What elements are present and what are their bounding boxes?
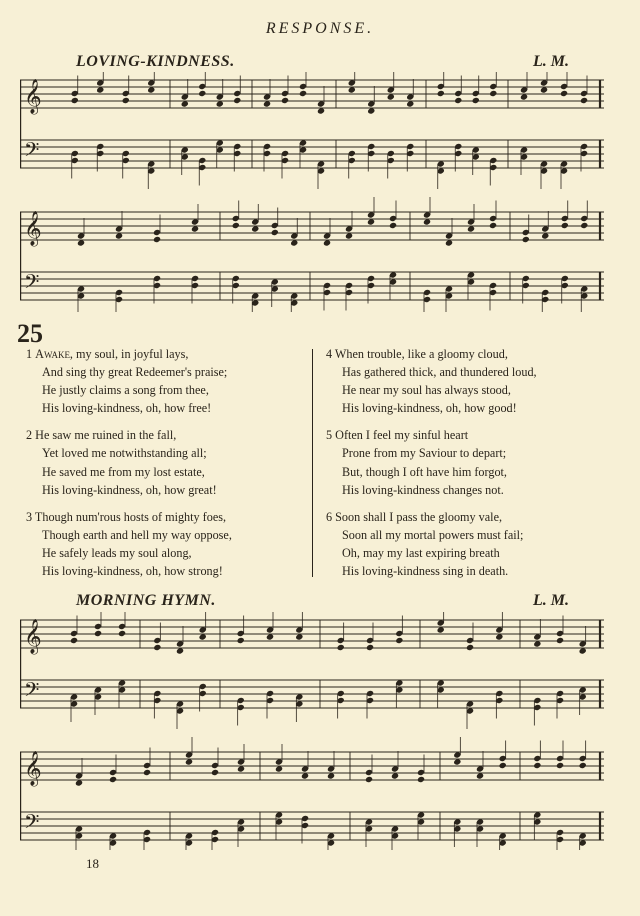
treble-staff: [20, 620, 604, 648]
music-morning-hymn: [20, 612, 604, 850]
verse-6: [326, 508, 612, 580]
verse-4: [326, 345, 612, 417]
bass-clef-icon: 𝄢: [24, 138, 40, 166]
note-head: [122, 97, 130, 104]
note-head: [299, 90, 307, 97]
verse-line: His loving-kindness, oh, how good!: [342, 401, 517, 416]
bass-staff: [20, 140, 604, 168]
treble-clef-icon: 𝄞: [24, 619, 42, 654]
note-head: [115, 232, 123, 239]
verse-2: [26, 426, 312, 498]
treble-staff: [20, 212, 604, 240]
verse-line: 1 Awake, my soul, in joyful lays,: [26, 347, 189, 361]
note-head: [345, 232, 353, 239]
note-head: [199, 633, 207, 640]
note-head: [454, 97, 462, 104]
treble-staff: [20, 80, 604, 108]
note-head: [337, 644, 345, 651]
note-head: [327, 772, 335, 779]
verse-line: He justly claims a song from thee,: [42, 383, 209, 398]
note-head: [417, 776, 425, 783]
note-head: [96, 86, 104, 93]
note-head: [176, 647, 184, 654]
verse-line: His loving-kindness, oh, how strong!: [42, 564, 223, 579]
note-head: [251, 225, 259, 232]
note-head: [211, 769, 219, 776]
note-head: [387, 93, 395, 100]
note-head: [579, 647, 587, 654]
note-head: [317, 107, 325, 114]
bass-staff: [20, 680, 604, 708]
note-head: [522, 236, 530, 243]
note-head: [147, 86, 155, 93]
tune-meter-morning-hymn: L. M.: [533, 592, 569, 609]
verse-line: He safely leads my soul along,: [42, 545, 192, 560]
note-head: [237, 637, 245, 644]
note-head: [295, 633, 303, 640]
note-head: [348, 86, 356, 93]
score-morning-hymn: [20, 612, 604, 850]
note-head: [437, 626, 445, 633]
verses-column-left: [26, 345, 312, 589]
note-head: [233, 97, 241, 104]
note-head: [453, 758, 461, 765]
score-loving-kindness: [20, 72, 604, 312]
note-head: [77, 239, 85, 246]
note-head: [395, 637, 403, 644]
verse-3: [26, 508, 312, 580]
verse-line: Yet loved me notwithstanding all;: [42, 446, 207, 461]
note-head: [118, 630, 126, 637]
verse-line: Soon all my mortal powers must fail;: [342, 527, 524, 542]
verse-1: [26, 345, 312, 417]
verse-line: His loving-kindness, oh, how great!: [42, 482, 217, 497]
verse-line: His loving-kindness sing in death.: [342, 564, 509, 579]
treble-staff: [20, 752, 604, 780]
note-head: [533, 762, 541, 769]
verse-line: He saved me from my lost estate,: [42, 464, 205, 479]
verse-line: He near my soul has always stood,: [342, 383, 511, 398]
note-head: [301, 772, 309, 779]
note-head: [366, 644, 374, 651]
note-head: [70, 637, 78, 644]
hymn-verses: [22, 345, 612, 577]
verse-line: 6 Soon shall I pass the gloomy vale,: [326, 509, 503, 524]
note-head: [275, 765, 283, 772]
verse-5: [326, 426, 612, 498]
page-number: 18: [86, 856, 99, 871]
note-head: [290, 239, 298, 246]
note-head: [495, 633, 503, 640]
tune-title-morning-hymn: MORNING HYMN.: [76, 592, 216, 609]
verse-line: 2 He saw me ruined in the fall,: [26, 428, 177, 443]
note-head: [391, 772, 399, 779]
verse-line: His loving-kindness, oh, how free!: [42, 401, 212, 416]
bass-clef-icon: 𝄢: [24, 678, 40, 706]
tune-title-loving-kindness: LOVING-KINDNESS.: [76, 53, 235, 70]
verse-line: And sing thy great Redeemer's praise;: [42, 365, 228, 380]
verse-line: Has gathered thick, and thundered loud,: [342, 365, 537, 380]
note-head: [466, 644, 474, 651]
note-head: [541, 232, 549, 239]
note-head: [153, 236, 161, 243]
note-head: [556, 637, 564, 644]
note-head: [216, 100, 224, 107]
note-head: [540, 86, 548, 93]
note-head: [467, 225, 475, 232]
note-head: [143, 769, 151, 776]
treble-clef-icon: 𝄞: [24, 211, 42, 246]
note-head: [489, 90, 497, 97]
note-head: [263, 100, 271, 107]
column-divider: [312, 349, 313, 577]
verse-line: 5 Often I feel my sinful heart: [326, 428, 469, 443]
verse-line: Prone from my Saviour to depart;: [342, 446, 507, 461]
note-head: [153, 644, 161, 651]
note-head: [472, 97, 480, 104]
note-head: [185, 758, 193, 765]
verse-line: 3 Though num'rous hosts of mighty foes,: [26, 509, 227, 524]
verse-line: 4 When trouble, like a gloomy cloud,: [326, 347, 508, 361]
note-head: [367, 107, 375, 114]
note-head: [406, 100, 414, 107]
note-head: [191, 225, 199, 232]
treble-clef-icon: 𝄞: [24, 79, 42, 114]
note-head: [389, 222, 397, 229]
verse-line: His loving-kindness changes not.: [342, 482, 504, 497]
note-head: [71, 97, 79, 104]
note-head: [237, 765, 245, 772]
note-head: [579, 762, 587, 769]
note-head: [520, 93, 528, 100]
note-head: [580, 97, 588, 104]
note-head: [476, 772, 484, 779]
bass-clef-icon: 𝄢: [24, 270, 40, 298]
note-head: [423, 218, 431, 225]
verse-line: Though earth and hell my way oppose,: [42, 527, 232, 542]
note-head: [181, 100, 189, 107]
verse-line: But, though I oft have him forgot,: [342, 464, 507, 479]
note-head: [445, 239, 453, 246]
note-head: [75, 779, 83, 786]
verse-line: Oh, may my last expiring breath: [342, 545, 500, 560]
note-head: [367, 218, 375, 225]
note-head: [323, 239, 331, 246]
page-header: RESPONSE.: [265, 20, 375, 37]
bass-clef-icon: 𝄢: [24, 810, 40, 838]
note-head: [271, 229, 279, 236]
note-head: [94, 630, 102, 637]
note-head: [561, 222, 569, 229]
verses-column-right: [326, 345, 612, 589]
note-head: [198, 90, 206, 97]
hymn-number: 25: [17, 319, 43, 348]
note-head: [109, 776, 117, 783]
note-head: [266, 633, 274, 640]
note-head: [560, 90, 568, 97]
treble-clef-icon: 𝄞: [24, 751, 42, 786]
bass-staff: [20, 272, 604, 300]
note-head: [556, 762, 564, 769]
note-head: [499, 762, 507, 769]
bass-staff: [20, 812, 604, 840]
tune-meter-loving-kindness: L. M.: [533, 53, 569, 70]
music-loving-kindness: [20, 72, 604, 312]
note-head: [281, 97, 289, 104]
note-head: [365, 776, 373, 783]
note-head: [533, 640, 541, 647]
note-head: [580, 222, 588, 229]
note-head: [489, 222, 497, 229]
note-head: [232, 222, 240, 229]
note-head: [437, 90, 445, 97]
